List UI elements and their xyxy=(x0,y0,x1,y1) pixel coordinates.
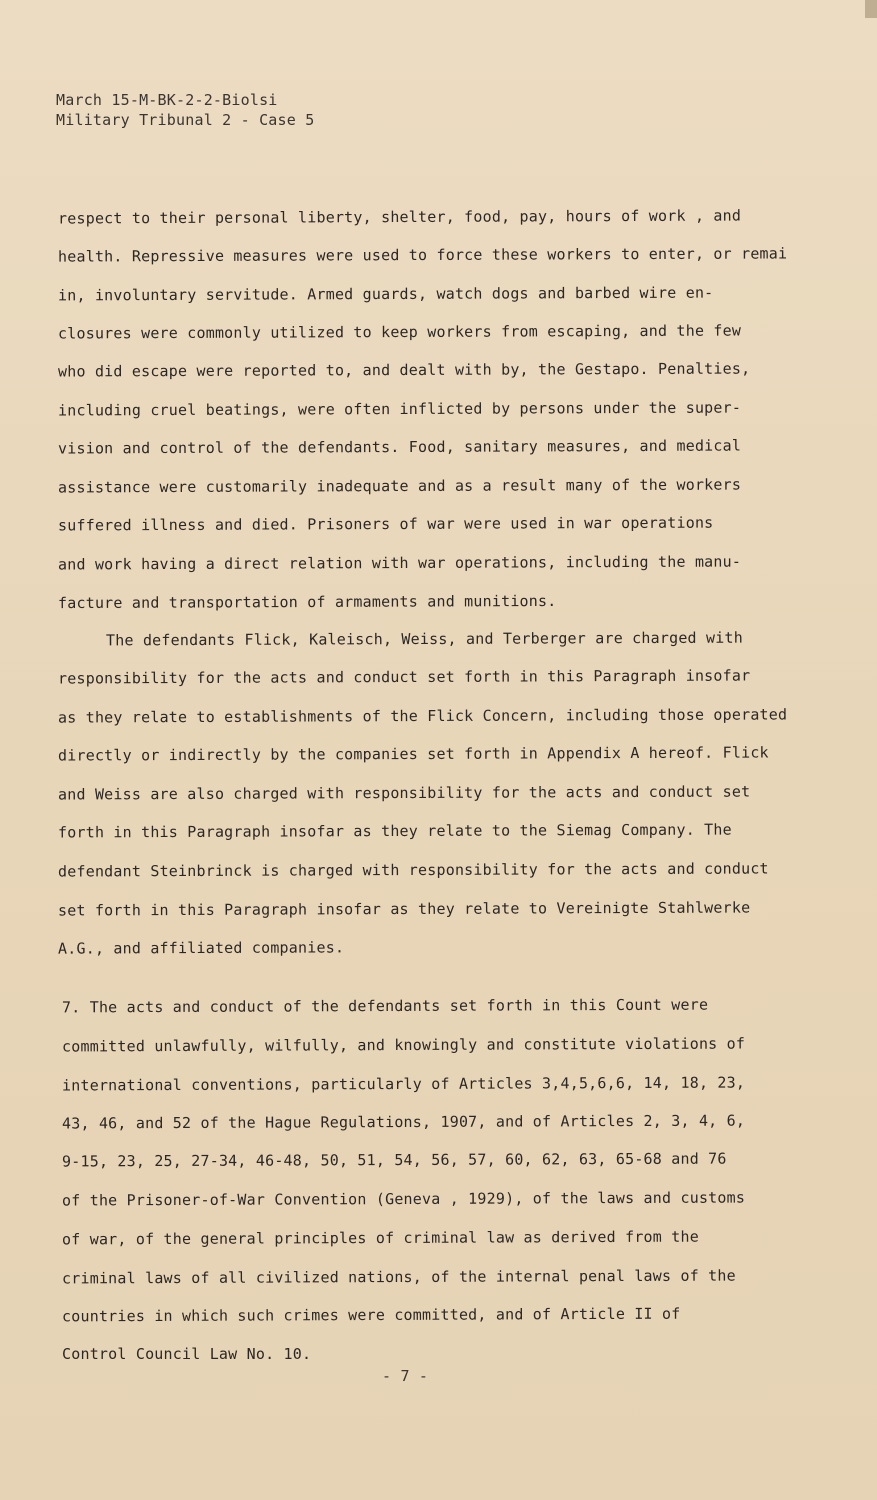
paragraph-line: closures were commonly utilized to keep workers from escaping, and the few xyxy=(57,321,742,343)
paragraph-line: who did escape were reported to, and dealt with by, the Gestapo. Penalties, xyxy=(57,359,751,381)
paragraph-line: A.G., and affiliated companies. xyxy=(57,938,345,958)
paragraph-line: suffered illness and died. Prisoners of war were used in war operations xyxy=(57,513,714,535)
paragraph-line: 7. The acts and conduct of the defendants set forth in this Count were xyxy=(61,995,709,1017)
paragraph-line: 9-15, 23, 25, 27-34, 46-48, 50, 51, 54, 56, 57, 60, 62, 63, 65-68 and 76 xyxy=(61,1149,727,1171)
paragraph-line: health. Repressive measures were used to force these workers to enter, or remai xyxy=(57,244,788,266)
header-reference-line: March 15-M-BK-2-2-Biolsi xyxy=(56,91,278,109)
paragraph-line: vision and control of the defendants. Food, sanitary measures, and medical xyxy=(57,436,742,458)
paragraph-line: of war, of the general principles of criminal law as derived from the xyxy=(61,1227,699,1249)
paragraph-line: facture and transportation of armaments and munitions. xyxy=(57,591,557,613)
paragraph-line: of the Prisoner-of-War Convention (Geneva , 1929), of the laws and customs xyxy=(61,1188,746,1210)
paragraph-line: international conventions, particularly of Articles 3,4,5,6,6, 14, 18, 23, xyxy=(61,1073,746,1095)
paragraph-line: defendant Steinbrinck is charged with responsibility for the acts and conduct xyxy=(57,859,769,881)
paragraph-line: including cruel beatings, were often inflicted by persons under the super- xyxy=(57,398,742,420)
paragraph-line: responsibility for the acts and conduct set forth in this Paragraph insofar xyxy=(57,666,751,688)
paragraph-line: and work having a direct relation with war operations, including the manu- xyxy=(57,552,742,574)
paragraph-line: countries in which such crimes were committed, and of Article II of xyxy=(61,1304,681,1326)
document-header xyxy=(56,90,314,130)
page-corner-tab xyxy=(865,0,877,18)
header-tribunal-line: Military Tribunal 2 - Case 5 xyxy=(56,111,315,129)
paragraph-line: 43, 46, and 52 of the Hague Regulations, 1907, and of Articles 2, 3, 4, 6, xyxy=(61,1111,746,1133)
paragraph-line: directly or indirectly by the companies set forth in Appendix A hereof. Flick xyxy=(57,743,769,765)
paragraph-line: as they relate to establishments of the Flick Concern, including those operated xyxy=(57,705,788,727)
paragraph-line: assistance were customarily inadequate and as a result many of the workers xyxy=(57,475,742,497)
paragraph-line: set forth in this Paragraph insofar as they relate to Vereinigte Stahlwerke xyxy=(57,898,751,920)
page-number: - 7 - xyxy=(382,1367,429,1385)
paragraph-line: and Weiss are also charged with responsibility for the acts and conduct set xyxy=(57,782,751,804)
paragraph-line: Control Council Law No. 10. xyxy=(62,1345,312,1363)
paragraph-line: respect to their personal liberty, shelter, food, pay, hours of work , and xyxy=(57,206,742,228)
paragraph-line: criminal laws of all civilized nations, of the internal penal laws of the xyxy=(61,1266,736,1288)
paragraph-line: The defendants Flick, Kaleisch, Weiss, and Terberger are charged with xyxy=(105,628,743,650)
paragraph-line: in, involuntary servitude. Armed guards, watch dogs and barbed wire en- xyxy=(57,283,714,305)
paragraph-line: committed unlawfully, wilfully, and knowingly and constitute violations of xyxy=(61,1034,746,1056)
paragraph-line: forth in this Paragraph insofar as they relate to the Siemag Company. The xyxy=(57,820,732,842)
